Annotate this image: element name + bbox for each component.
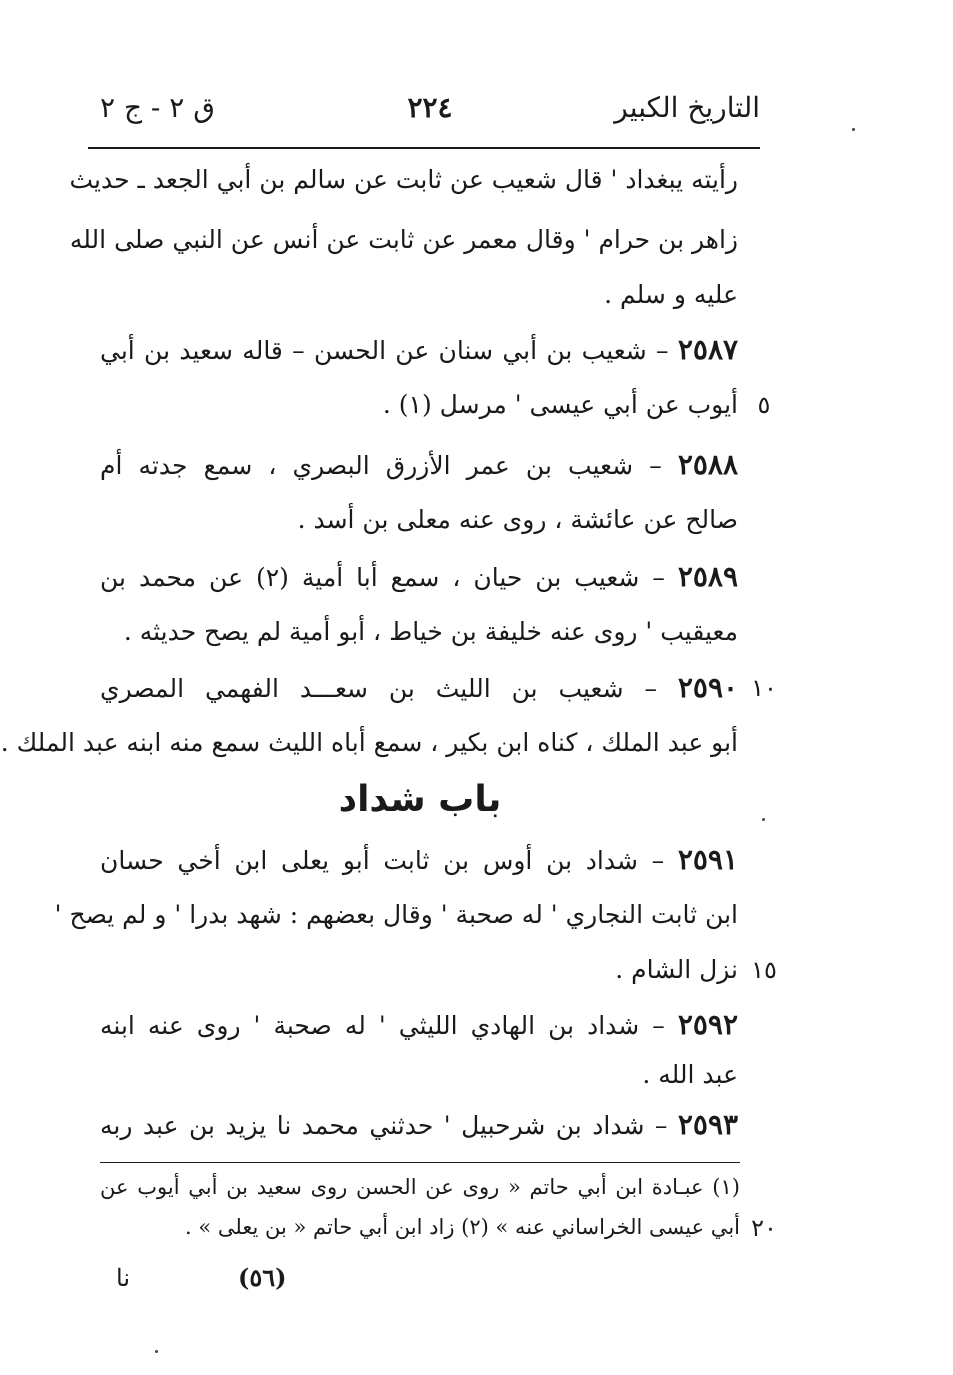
entry-2587-line-2: أيوب عن أبي عيسى ' مرسل (١) . [382, 390, 738, 419]
entry-2590-line-2: أبو عبد الملك ، كناه ابن بكير ، سمع أباه الليث سمع منه ابنه عبد الملك . [0, 728, 738, 757]
header-rule [88, 147, 760, 149]
footnote-line: (١) عبـادة ابن أبي حاتم « روى عن الحسن روى سعيد بن أبي أيوب عن [100, 1175, 740, 1199]
entry-2591-line-3: نزل الشام . [615, 955, 738, 984]
entry-number: ٢٥٩٠ [677, 671, 739, 704]
volume-label: ق ٢ - ج ٢ [100, 91, 215, 124]
entry-text: – شداد بن الهادي الليثي ' له صحبة ' روى عنه ابنه [100, 1011, 665, 1040]
entry-2591-line-1 [100, 840, 738, 884]
text-line: رأيته يبغداد ' قال شعيب عن ثابت عن سالم بن أبي الجعد ـ حديث [69, 165, 738, 194]
margin-line-number: ٢٠ [751, 1214, 777, 1242]
entry-text: – شعيب بن عمر الأزرق البصري ، سمع جدته أم [100, 451, 662, 480]
entry-2593-line-1 [100, 1105, 738, 1149]
footnote-rule [100, 1162, 740, 1163]
entry-text: – شعيب بن أبي سنان عن الحسن – قاله سعيد بن أبي [100, 336, 669, 365]
margin-line-number: ١٠ [751, 674, 777, 702]
entry-2592-line-2: عبد الله . [642, 1060, 738, 1089]
margin-line-number: ٥ [757, 391, 771, 419]
entry-2592-line-1 [100, 1005, 738, 1049]
entry-2587-line-1 [100, 330, 738, 374]
entry-2589-line-2: معيقيب ' روى عنه خليفة بن خياط ، أبو أمية لم يصح حديثه . [123, 617, 738, 646]
entry-number: ٢٥٩١ [677, 843, 738, 876]
scan-speck [852, 128, 855, 131]
section-title: باب شداد [338, 779, 502, 820]
entry-text: – شعيب بن الليث بن سعـــد الفهمي المصري [100, 674, 657, 703]
entry-2588-line-1 [100, 445, 738, 489]
scan-speck [762, 818, 765, 821]
entry-text: – شداد بن شرحبيل ' حدثني محمد نا يزيد بن عبد ربه [100, 1111, 668, 1140]
text-line: زاهر بن حرام ' وقال معمر عن ثابت عن أنس عن النبي صلى الله [69, 225, 738, 254]
entry-2590-line-1 [100, 668, 738, 712]
entry-text: – شداد بن أوس بن ثابت أبو يعلى ابن أخي حسان [100, 846, 665, 875]
entry-number: ٢٥٨٨ [677, 448, 738, 481]
signature-mark: نا [116, 1264, 130, 1292]
footnote-line: أبي عيسى الخراساني عنه » (٢) زاد ابن أبي حاتم « بن يعلى » . [185, 1215, 740, 1239]
running-header [100, 88, 760, 138]
entry-text: – شعيب بن حيان ، سمع أبا أمية (٢) عن محمد بن [100, 563, 665, 592]
entry-2591-line-2: ابن ثابت النجاري ' له صحبة ' وقال بعضهم : شهد بدرا ' و لم يصح ' [54, 900, 738, 929]
entry-number: ٢٥٨٩ [677, 560, 738, 593]
entry-number: ٢٥٩٢ [677, 1008, 738, 1041]
entry-number: ٢٥٨٧ [677, 333, 739, 366]
entry-2588-line-2: صالح عن عائشة ، روى عنه معلى بن أسد . [297, 505, 738, 534]
entry-2589-line-1 [100, 557, 738, 601]
page-number: ٢٢٤ [407, 91, 453, 124]
book-title: التاريخ الكبير [614, 91, 760, 124]
scan-speck [155, 1350, 158, 1353]
signature-code: (٥٦) [238, 1263, 287, 1292]
entry-number: ٢٥٩٣ [677, 1108, 739, 1141]
margin-line-number: ١٥ [751, 956, 777, 984]
text-line: عليه و سلم . [604, 280, 738, 309]
